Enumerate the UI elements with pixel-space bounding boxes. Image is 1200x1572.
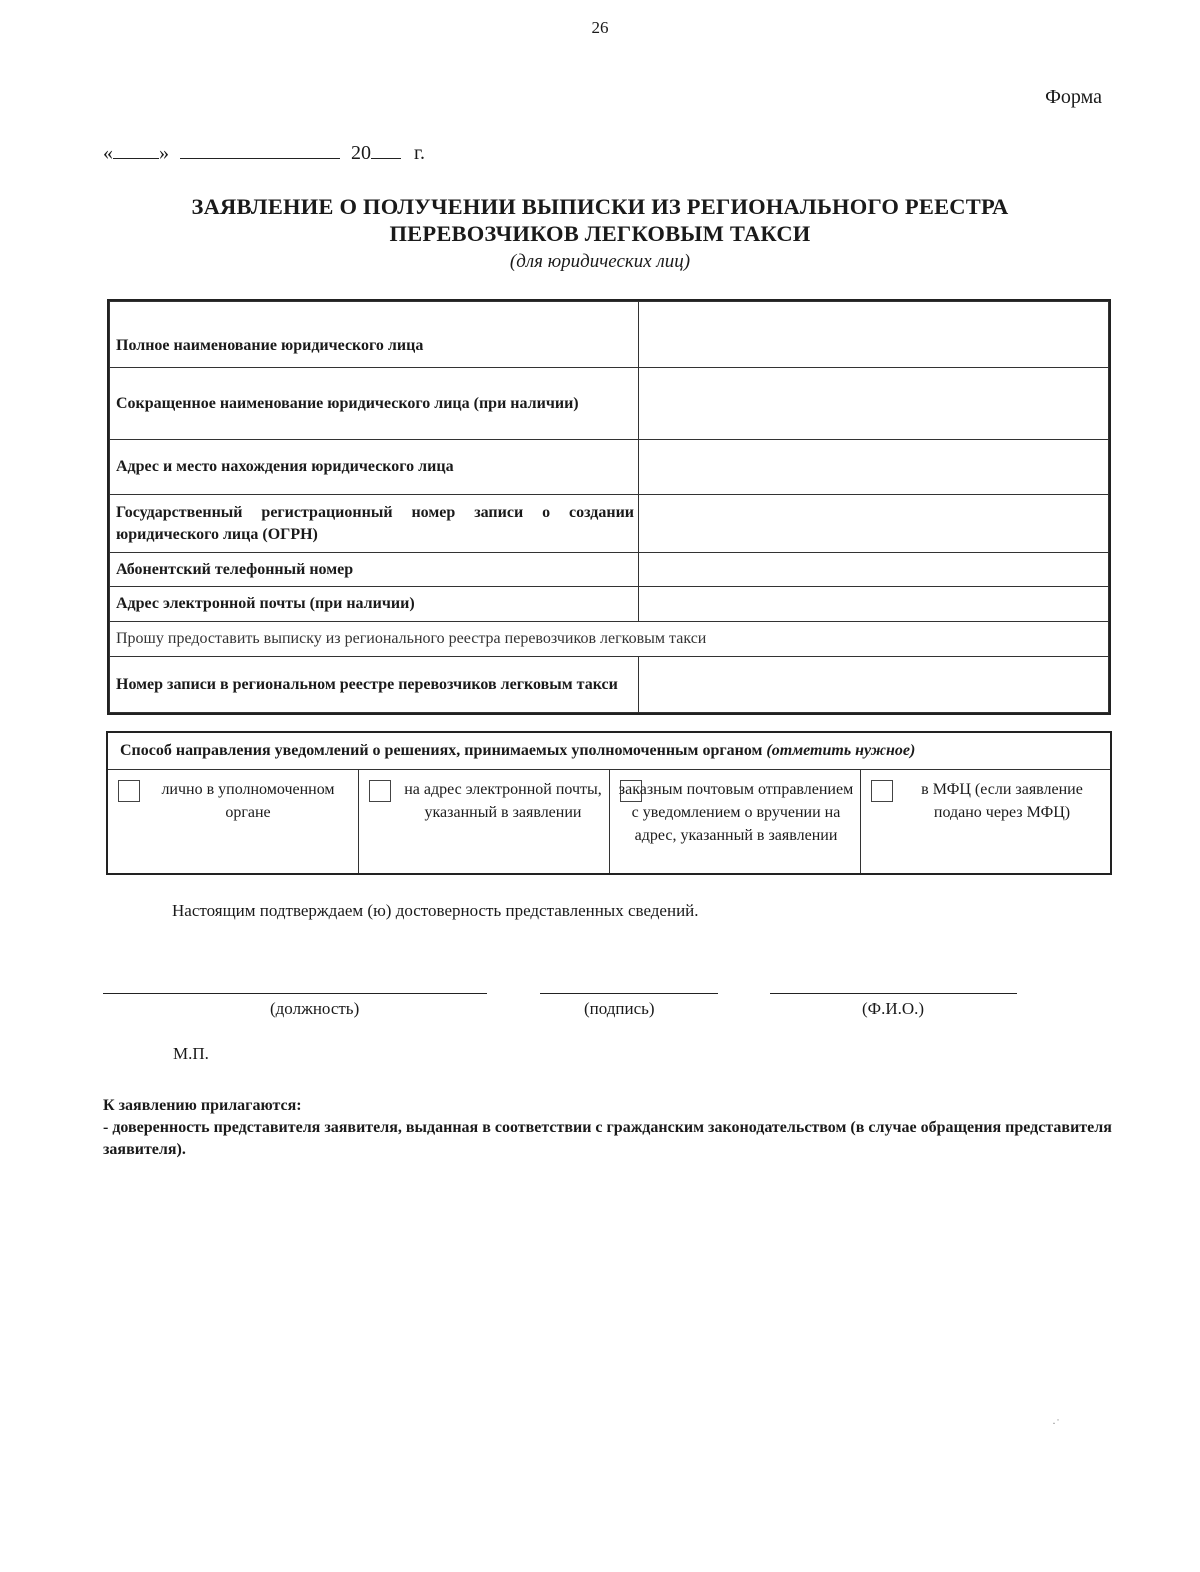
year-prefix: 20 — [351, 142, 371, 164]
table-row — [110, 657, 1109, 713]
date-close-quote: » — [159, 142, 169, 164]
request-statement: Прошу предоставить выписку из регионального реестра перевозчиков легковым такси — [110, 622, 1109, 657]
checkbox-in-person[interactable] — [118, 780, 140, 802]
document-title — [0, 193, 1200, 247]
registry-number-label: Номер записи в региональном реестре перевозчиков легковым такси — [110, 657, 639, 713]
table-row — [110, 368, 1109, 440]
scan-speck: ·˙ — [1052, 1416, 1060, 1430]
title-line-2: ПЕРЕВОЗЧИКОВ ЛЕГКОВЫМ ТАКСИ — [389, 221, 811, 246]
table-row — [110, 495, 1109, 553]
notification-heading-note: (отметить нужное) — [766, 742, 916, 759]
date-open-quote: « — [103, 142, 113, 164]
notification-options — [108, 770, 1110, 873]
option-in-person — [108, 770, 359, 873]
short-name-label: Сокращенное наименование юридического лица (при наличии) — [110, 368, 639, 440]
attachments-section — [103, 1095, 1113, 1161]
checkbox-email[interactable] — [369, 780, 391, 802]
option-mfc-label: в МФЦ (если заявление подано через МФЦ) — [921, 781, 1083, 821]
position-caption: (должность) — [270, 999, 360, 1018]
month-blank[interactable] — [180, 144, 340, 159]
title-line-1: ЗАЯВЛЕНИЕ О ПОЛУЧЕНИИ ВЫПИСКИ ИЗ РЕГИОНАЛЬНОГО РЕЕСТРА — [191, 194, 1009, 219]
option-registered-mail — [610, 770, 861, 873]
short-name-field[interactable] — [639, 368, 1109, 440]
full-name-field[interactable] — [639, 302, 1109, 368]
checkbox-mfc[interactable] — [871, 780, 893, 802]
table-row — [110, 553, 1109, 587]
notification-method-table — [106, 731, 1112, 875]
table-row — [110, 440, 1109, 495]
fio-signature-line[interactable] — [770, 993, 1017, 994]
ogrn-label: Государственный регистрационный номер записи о создании юридического лица (ОГРН) — [110, 495, 639, 553]
phone-field[interactable] — [639, 553, 1109, 587]
day-blank[interactable] — [113, 144, 159, 159]
option-in-person-label: лично в уполномоченном органе — [161, 781, 335, 821]
signature-line[interactable] — [540, 993, 718, 994]
email-field[interactable] — [639, 587, 1109, 622]
attachments-heading: К заявлению прилагаются: — [103, 1097, 302, 1114]
address-label: Адрес и место нахождения юридического лица — [110, 440, 639, 495]
attachments-item: - доверенность представителя заявителя, выданная в соответствии с гражданским законодательством (в случае обращения представителя заявителя). — [103, 1119, 1112, 1158]
document-subtitle: (для юридических лиц) — [509, 251, 691, 272]
registry-number-field[interactable] — [639, 657, 1109, 713]
page-number: 26 — [591, 18, 609, 37]
full-name-label: Полное наименование юридического лица — [110, 302, 639, 368]
table-row — [110, 587, 1109, 622]
option-email — [359, 770, 610, 873]
signature-caption: (подпись) — [584, 999, 655, 1018]
option-mfc — [861, 770, 1110, 873]
address-field[interactable] — [639, 440, 1109, 495]
fio-caption: (Ф.И.О.) — [862, 999, 925, 1018]
table-row — [110, 302, 1109, 368]
email-label: Адрес электронной почты (при наличии) — [110, 587, 639, 622]
year-suffix: г. — [414, 142, 425, 164]
applicant-data-table — [107, 299, 1111, 715]
phone-label: Абонентский телефонный номер — [110, 553, 639, 587]
notification-heading — [108, 733, 1110, 770]
position-signature-line[interactable] — [103, 993, 487, 994]
confirmation-statement: Настоящим подтверждаем (ю) достоверность представленных сведений. — [172, 901, 699, 920]
ogrn-field[interactable] — [639, 495, 1109, 553]
stamp-place-label: М.П. — [173, 1044, 209, 1063]
year-blank[interactable] — [371, 144, 401, 159]
option-registered-mail-label: заказным почтовым отправлением с уведомлением о вручении на адрес, указанный в заявлении — [618, 781, 854, 844]
notification-heading-text: Способ направления уведомлений о решениях, принимаемых уполномоченным органом — [120, 742, 763, 759]
table-row — [110, 622, 1109, 657]
form-label: Форма — [1045, 86, 1102, 108]
option-email-label: на адрес электронной почты, указанный в заявлении — [404, 781, 602, 821]
date-line — [103, 142, 425, 165]
